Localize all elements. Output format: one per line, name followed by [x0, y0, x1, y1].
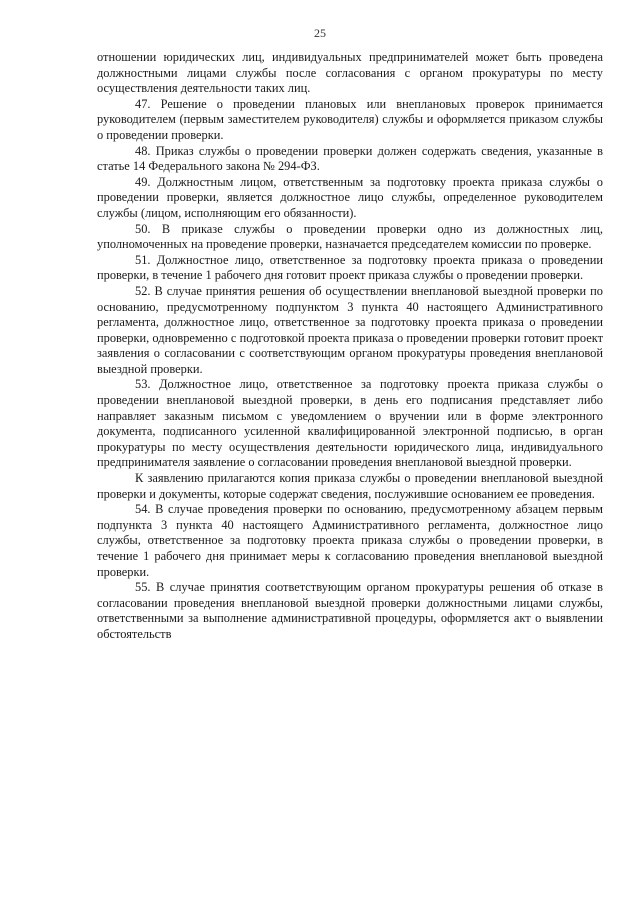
paragraph-48: 48. Приказ службы о проведении проверки должен содержать сведения, указанные в статье 14 Федерального закона № 294-ФЗ. [97, 143, 603, 174]
paragraph-50: 50. В приказе службы о проведении проверки одно из должностных лиц, уполномоченных на проведение проверки, назначается председателем комиссии по проверке. [97, 221, 603, 252]
paragraph-continuation: отношении юридических лиц, индивидуальных предпринимателей может быть проведена должностными лицами службы после согласования с органом прокуратуры по месту осуществления деятельности таких лиц. [97, 50, 603, 96]
paragraph-55: 55. В случае принятия соответствующим органом прокуратуры решения об отказе в согласовании проведения внеплановой выездной проверки должностными лицами службы, ответственными за выполнение административной процедуры, оформляется акт о выявлении обстоятельств [97, 580, 603, 641]
page-number: 25 [314, 26, 326, 40]
paragraph-53: 53. Должностное лицо, ответственное за подготовку проекта приказа службы о проведении внеплановой выездной проверки, в день его подписания представляет либо направляет заказным письмом с уведомлением о вручении или в форме электронного документа, подписанного усиленной квалифицированной электронной подписью, в орган прокуратуры по месту осуществления деятельности юридического лица, индивидуального предпринимателя заявление о согласовании проведения внеплановой выездной проверки. [97, 377, 603, 470]
paragraph-54: 54. В случае проведения проверки по основанию, предусмотренному абзацем первым подпункта 3 пункта 40 настоящего Административного регламента, должностное лицо службы, ответственное за подготовку проекта приказа службы о проведении проверки, в течение 1 рабочего дня принимает меры к согласованию проведения внеплановой выездной проверки. [97, 502, 603, 579]
paragraph-49: 49. Должностным лицом, ответственным за подготовку проекта приказа службы о проведении проверки, является должностное лицо службы, определенное руководителем службы (лицом, исполняющим его обязанности). [97, 174, 603, 220]
paragraph-53-attachment: К заявлению прилагаются копия приказа службы о проведении внеплановой выездной проверки и документы, которые содержат сведения, послужившие основанием ее проведения. [97, 471, 603, 501]
document-body [97, 50, 603, 643]
paragraph-51: 51. Должностное лицо, ответственное за подготовку проекта приказа о проведении проверки, в течение 1 рабочего дня готовит проект приказа службы о проведении проверки. [97, 252, 603, 283]
paragraph-47: 47. Решение о проведении плановых или внеплановых проверок принимается руководителем (первым заместителем руководителя) службы и оформляется приказом службы о проведении проверки. [97, 96, 603, 142]
paragraph-52: 52. В случае принятия решения об осуществлении внеплановой выездной проверки по основанию, предусмотренному подпунктом 3 пункта 40 настоящего Административного регламента, должностное лицо, ответственное за подготовку проекта приказа о проведении проверки, одновременно с подготовкой проекта приказа о проведении проверки готовит проект заявления о согласовании с соответствующим органом прокуратуры проведения внеплановой выездной проверки. [97, 283, 603, 376]
